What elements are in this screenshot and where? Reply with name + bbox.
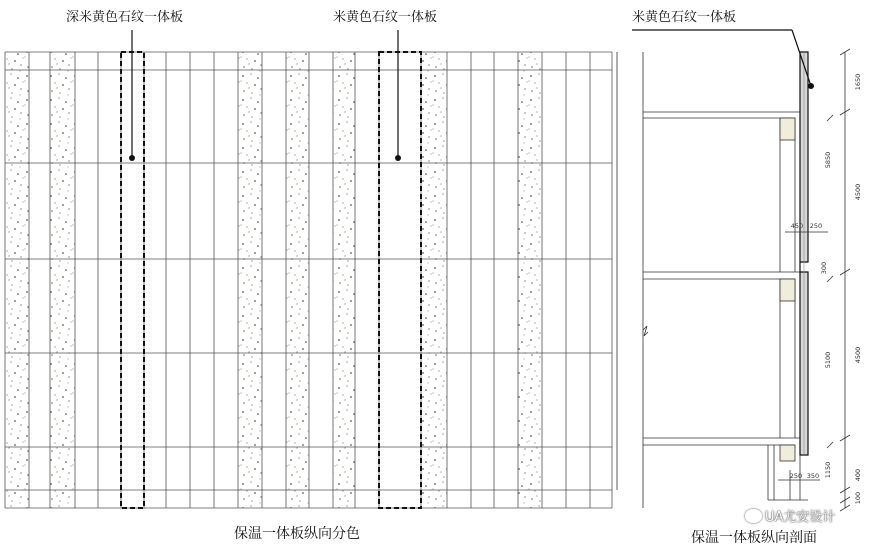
section-view (617, 30, 850, 511)
section-caption: 保温一体板纵向剖面 (691, 530, 817, 546)
dimension-tick (827, 442, 833, 448)
speckled-panel-strip (286, 52, 309, 508)
dimension-label: 100 (854, 491, 862, 505)
dark-beige-panel-label: 深米黄色石纹一体板 (66, 10, 184, 25)
dimension-label: 250 (789, 472, 803, 480)
dimension-label: 4500 (854, 346, 862, 364)
dimension-label: 300 (820, 261, 828, 275)
dimension-label: 1150 (824, 461, 832, 479)
section-panel-label: 米黄色石纹一体板 (632, 10, 737, 25)
dimension-label: 450 (790, 222, 804, 230)
speckled-panel-strip (333, 52, 355, 508)
watermark-text: UA尤安设计 (765, 510, 836, 525)
speckled-panels (5, 52, 542, 508)
dark-beige-leader-dot (129, 155, 135, 161)
dimension-label: 4500 (854, 183, 862, 201)
elevation-caption: 保温一体板纵向分色 (234, 526, 360, 542)
dimension-label: 1650 (854, 73, 862, 91)
dimension-tick (827, 276, 833, 282)
beige-leader-dot (395, 155, 401, 161)
dimension-label: 350 (806, 472, 820, 480)
speckled-panel-strip (518, 52, 542, 508)
speckled-panel-strip (5, 52, 29, 508)
dimension-tick (827, 115, 833, 121)
dimension-label: 250 (809, 222, 823, 230)
beige-highlight-box (379, 52, 421, 508)
wechat-icon (745, 509, 762, 523)
dimension-label: 5100 (824, 351, 832, 369)
speckled-panel-strip (238, 52, 262, 508)
dimension-label: 400 (854, 468, 862, 482)
beige-panel-label: 米黄色石纹一体板 (333, 10, 438, 25)
speckled-panel-strip (421, 52, 447, 508)
dimension-label: 5850 (824, 151, 832, 169)
watermark (745, 509, 835, 524)
speckled-panel-strip (50, 52, 75, 508)
elevation-view (5, 30, 612, 508)
section-leader-dot (808, 83, 814, 89)
